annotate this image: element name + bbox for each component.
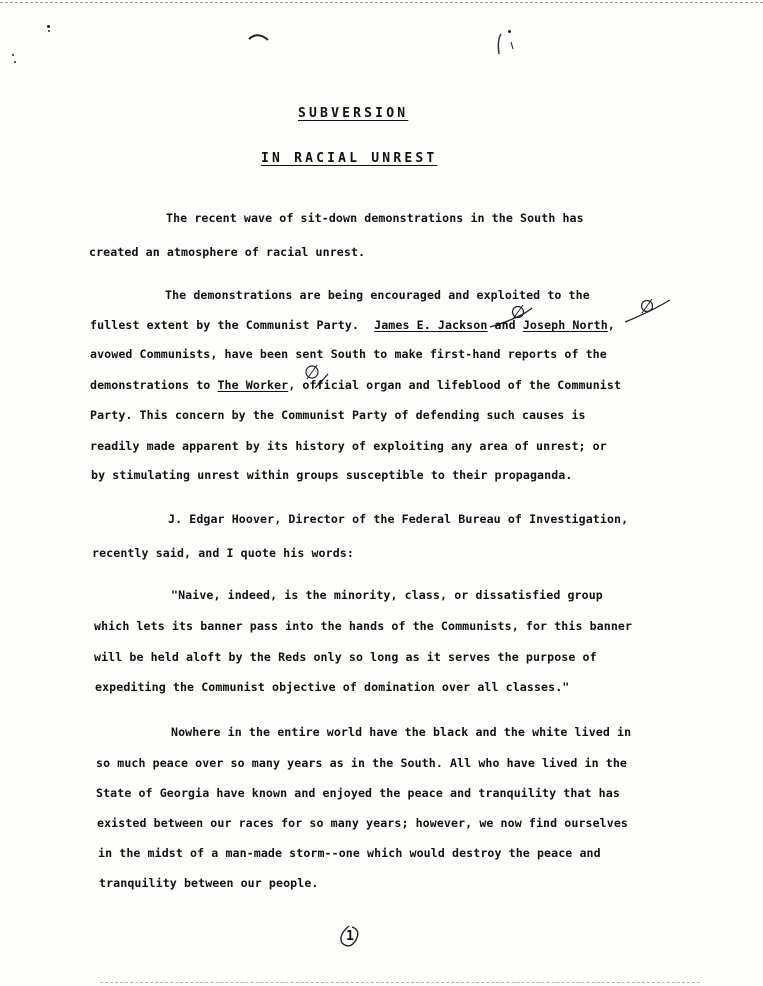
- person-name-north: Joseph North: [522, 318, 608, 332]
- punch-hole-mark-icon: [511, 42, 513, 49]
- document-subtitle: IN RACIAL UNREST: [261, 151, 438, 166]
- quote-line: "Naive, indeed, is the minority, class, or dissatisfied group: [171, 588, 603, 602]
- paragraph-3-line: recently said, and I quote his words:: [92, 546, 354, 560]
- scan-speck: [14, 61, 16, 63]
- paragraph-3-line: J. Edgar Hoover, Director of the Federal Bureau of Investigation,: [168, 512, 629, 526]
- paragraph-4-line: so much peace over so many years as in the South. All who have lived in the: [96, 756, 628, 770]
- page-number: 1: [346, 929, 354, 944]
- paragraph-2-line: readily made apparent by its history of exploiting any area of unrest; or: [90, 439, 607, 453]
- annotation-check-icon: [625, 299, 670, 322]
- paragraph-4-line: State of Georgia have known and enjoyed the peace and tranquility that has: [96, 786, 620, 800]
- quote-line: which lets its banner pass into the hands of the Communists, for this banner: [94, 619, 633, 633]
- top-scan-edge: [0, 2, 763, 3]
- paragraph-2-text: demonstrations to: [90, 378, 218, 392]
- paragraph-2-line: The demonstrations are being encouraged and exploited to the: [165, 288, 590, 302]
- scan-speck: [47, 25, 50, 28]
- punch-hole-mark-icon: [498, 34, 501, 54]
- paragraph-2-line: by stimulating unrest within groups susceptible to their propaganda.: [91, 468, 573, 482]
- paragraph-1-line: created an atmosphere of racial unrest.: [89, 245, 366, 259]
- document-title: SUBVERSION: [298, 106, 409, 121]
- paragraph-4-line: in the midst of a man-made storm--one which would destroy the peace and: [98, 846, 601, 860]
- scan-speck: [48, 30, 50, 32]
- bottom-scan-edge: [100, 982, 700, 983]
- paragraph-2-text: , official organ and lifeblood of the Communist: [288, 378, 622, 392]
- scan-speck: [508, 30, 511, 33]
- paragraph-2-line: [90, 318, 615, 332]
- quote-line: expediting the Communist objective of domination over all classes.": [95, 680, 570, 694]
- punch-hole-mark-icon: [249, 35, 268, 40]
- publication-name: The Worker: [217, 378, 289, 392]
- person-name-jackson: James E. Jackson: [374, 318, 488, 332]
- paragraph-4-line: Nowhere in the entire world have the black and the white lived in: [171, 725, 632, 739]
- paragraph-2-line: [90, 378, 621, 392]
- paragraph-2-text: fullest extent by the Communist Party.: [90, 318, 360, 332]
- conjunction-text: and: [487, 318, 523, 332]
- scan-speck: [12, 54, 14, 56]
- quote-line: will be held aloft by the Reds only so long as it serves the purpose of: [94, 650, 597, 664]
- punctuation-text: ,: [607, 318, 615, 332]
- paragraph-1-line: The recent wave of sit-down demonstrations in the South has: [166, 211, 584, 225]
- paragraph-2-line: avowed Communists, have been sent South to make first-hand reports of the: [90, 347, 607, 361]
- paragraph-4-line: tranquility between our people.: [99, 876, 319, 890]
- paragraph-2-line: Party. This concern by the Communist Party of defending such causes is: [90, 408, 586, 422]
- paragraph-4-line: existed between our races for so many years; however, we now find ourselves: [97, 816, 629, 830]
